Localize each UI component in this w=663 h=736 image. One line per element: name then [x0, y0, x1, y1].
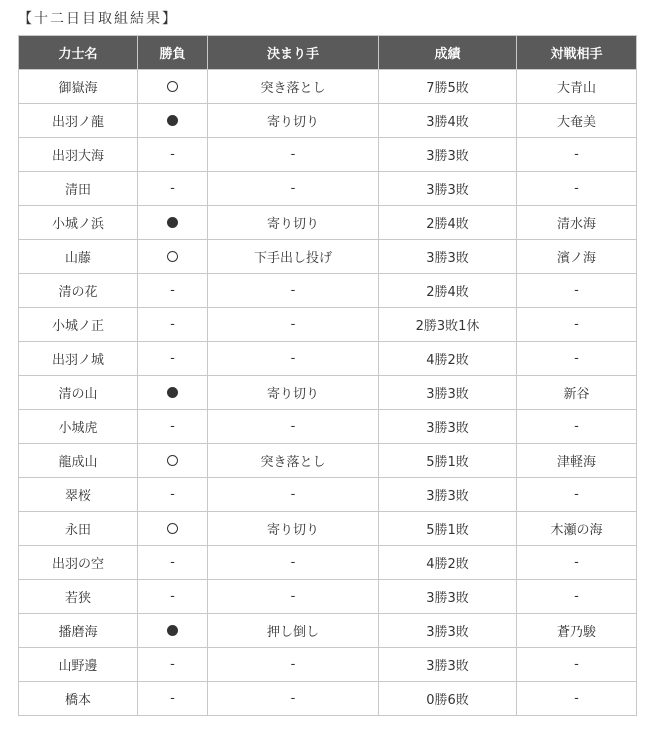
result-none: - — [170, 691, 175, 706]
kimarite-cell: 押し倒し — [208, 614, 379, 648]
table-header — [19, 36, 637, 70]
table-row — [19, 546, 637, 580]
opponent-cell: 大青山 — [517, 70, 637, 104]
wrestler-name-cell: 若狭 — [19, 580, 138, 614]
record-cell: 4勝2敗 — [379, 342, 517, 376]
win-circle-icon — [167, 81, 178, 92]
opponent-cell: - — [517, 342, 637, 376]
opponent-cell: 濱ノ海 — [517, 240, 637, 274]
record-cell: 3勝3敗 — [379, 172, 517, 206]
record-cell: 4勝2敗 — [379, 546, 517, 580]
opponent-cell: 木瀬の海 — [517, 512, 637, 546]
table-row — [19, 240, 637, 274]
record-cell: 3勝3敗 — [379, 580, 517, 614]
kimarite-cell: - — [208, 342, 379, 376]
opponent-cell: - — [517, 308, 637, 342]
record-cell: 3勝3敗 — [379, 614, 517, 648]
kimarite-cell: - — [208, 478, 379, 512]
wrestler-name-cell: 清田 — [19, 172, 138, 206]
wrestler-name-cell: 清の花 — [19, 274, 138, 308]
wrestler-name-cell: 御嶽海 — [19, 70, 138, 104]
wrestler-name-cell: 山藤 — [19, 240, 138, 274]
table-row — [19, 70, 637, 104]
wrestler-name-cell: 龍成山 — [19, 444, 138, 478]
record-cell: 3勝3敗 — [379, 376, 517, 410]
wrestler-name-cell: 翠桜 — [19, 478, 138, 512]
table-row — [19, 104, 637, 138]
table-row — [19, 614, 637, 648]
record-cell: 3勝3敗 — [379, 138, 517, 172]
opponent-cell: - — [517, 478, 637, 512]
result-none: - — [170, 317, 175, 332]
wrestler-name-cell: 清の山 — [19, 376, 138, 410]
opponent-cell: - — [517, 580, 637, 614]
table-row — [19, 648, 637, 682]
result-none: - — [170, 181, 175, 196]
header-result: 勝負 — [138, 36, 208, 70]
wrestler-name-cell: 山野邊 — [19, 648, 138, 682]
result-cell — [138, 342, 208, 376]
kimarite-cell: 寄り切り — [208, 104, 379, 138]
wrestler-name-cell: 小城虎 — [19, 410, 138, 444]
result-cell — [138, 478, 208, 512]
result-cell — [138, 274, 208, 308]
opponent-cell: 蒼乃駿 — [517, 614, 637, 648]
result-none: - — [170, 147, 175, 162]
wrestler-name-cell: 播磨海 — [19, 614, 138, 648]
kimarite-cell: - — [208, 138, 379, 172]
result-cell — [138, 206, 208, 240]
opponent-cell: 大奄美 — [517, 104, 637, 138]
result-cell — [138, 682, 208, 716]
kimarite-cell: 寄り切り — [208, 206, 379, 240]
loss-circle-icon — [167, 217, 178, 228]
kimarite-cell: - — [208, 682, 379, 716]
result-cell — [138, 580, 208, 614]
record-cell: 7勝5敗 — [379, 70, 517, 104]
kimarite-cell: - — [208, 580, 379, 614]
kimarite-cell: - — [208, 172, 379, 206]
result-cell — [138, 444, 208, 478]
table-row — [19, 410, 637, 444]
wrestler-name-cell: 出羽ノ城 — [19, 342, 138, 376]
result-none: - — [170, 555, 175, 570]
header-row — [19, 36, 637, 70]
opponent-cell: - — [517, 172, 637, 206]
result-none: - — [170, 419, 175, 434]
kimarite-cell: 寄り切り — [208, 376, 379, 410]
table-row — [19, 512, 637, 546]
result-none: - — [170, 283, 175, 298]
opponent-cell: - — [517, 546, 637, 580]
result-none: - — [170, 351, 175, 366]
table-row — [19, 342, 637, 376]
record-cell: 3勝4敗 — [379, 104, 517, 138]
record-cell: 3勝3敗 — [379, 410, 517, 444]
record-cell: 3勝3敗 — [379, 240, 517, 274]
record-cell: 0勝6敗 — [379, 682, 517, 716]
table-row — [19, 376, 637, 410]
record-cell: 2勝4敗 — [379, 206, 517, 240]
record-cell: 5勝1敗 — [379, 444, 517, 478]
result-cell — [138, 410, 208, 444]
kimarite-cell: - — [208, 648, 379, 682]
kimarite-cell: 寄り切り — [208, 512, 379, 546]
result-none: - — [170, 487, 175, 502]
kimarite-cell: - — [208, 308, 379, 342]
header-kimarite: 決まり手 — [208, 36, 379, 70]
opponent-cell: 津軽海 — [517, 444, 637, 478]
header-record: 成績 — [379, 36, 517, 70]
kimarite-cell: 突き落とし — [208, 444, 379, 478]
opponent-cell: - — [517, 648, 637, 682]
opponent-cell: - — [517, 682, 637, 716]
loss-circle-icon — [167, 115, 178, 126]
opponent-cell: - — [517, 138, 637, 172]
loss-circle-icon — [167, 387, 178, 398]
wrestler-name-cell: 小城ノ正 — [19, 308, 138, 342]
kimarite-cell: - — [208, 410, 379, 444]
win-circle-icon — [167, 523, 178, 534]
table-row — [19, 580, 637, 614]
result-cell — [138, 70, 208, 104]
result-cell — [138, 240, 208, 274]
kimarite-cell: - — [208, 274, 379, 308]
result-cell — [138, 648, 208, 682]
table-row — [19, 172, 637, 206]
table-row — [19, 682, 637, 716]
table-row — [19, 138, 637, 172]
result-cell — [138, 104, 208, 138]
result-cell — [138, 308, 208, 342]
kimarite-cell: 突き落とし — [208, 70, 379, 104]
opponent-cell: 清水海 — [517, 206, 637, 240]
result-cell — [138, 376, 208, 410]
result-none: - — [170, 657, 175, 672]
table-row — [19, 308, 637, 342]
wrestler-name-cell: 出羽大海 — [19, 138, 138, 172]
wrestler-name-cell: 永田 — [19, 512, 138, 546]
header-name: 力士名 — [19, 36, 138, 70]
wrestler-name-cell: 出羽ノ龍 — [19, 104, 138, 138]
opponent-cell: - — [517, 410, 637, 444]
wrestler-name-cell: 出羽の空 — [19, 546, 138, 580]
header-opponent: 対戦相手 — [517, 36, 637, 70]
kimarite-cell: 下手出し投げ — [208, 240, 379, 274]
table-row — [19, 478, 637, 512]
result-cell — [138, 546, 208, 580]
result-none: - — [170, 589, 175, 604]
result-cell — [138, 172, 208, 206]
section-title: 【十二日目取組結果】 — [18, 11, 178, 27]
result-cell — [138, 138, 208, 172]
result-cell — [138, 614, 208, 648]
record-cell: 2勝4敗 — [379, 274, 517, 308]
win-circle-icon — [167, 251, 178, 262]
record-cell: 3勝3敗 — [379, 648, 517, 682]
table-row — [19, 274, 637, 308]
opponent-cell: - — [517, 274, 637, 308]
table-body — [19, 70, 637, 716]
table-row — [19, 206, 637, 240]
record-cell: 2勝3敗1休 — [379, 308, 517, 342]
kimarite-cell: - — [208, 546, 379, 580]
result-cell — [138, 512, 208, 546]
record-cell: 3勝3敗 — [379, 478, 517, 512]
wrestler-name-cell: 小城ノ浜 — [19, 206, 138, 240]
record-cell: 5勝1敗 — [379, 512, 517, 546]
loss-circle-icon — [167, 625, 178, 636]
results-table — [18, 35, 637, 716]
opponent-cell: 新谷 — [517, 376, 637, 410]
wrestler-name-cell: 橋本 — [19, 682, 138, 716]
table-row — [19, 444, 637, 478]
win-circle-icon — [167, 455, 178, 466]
